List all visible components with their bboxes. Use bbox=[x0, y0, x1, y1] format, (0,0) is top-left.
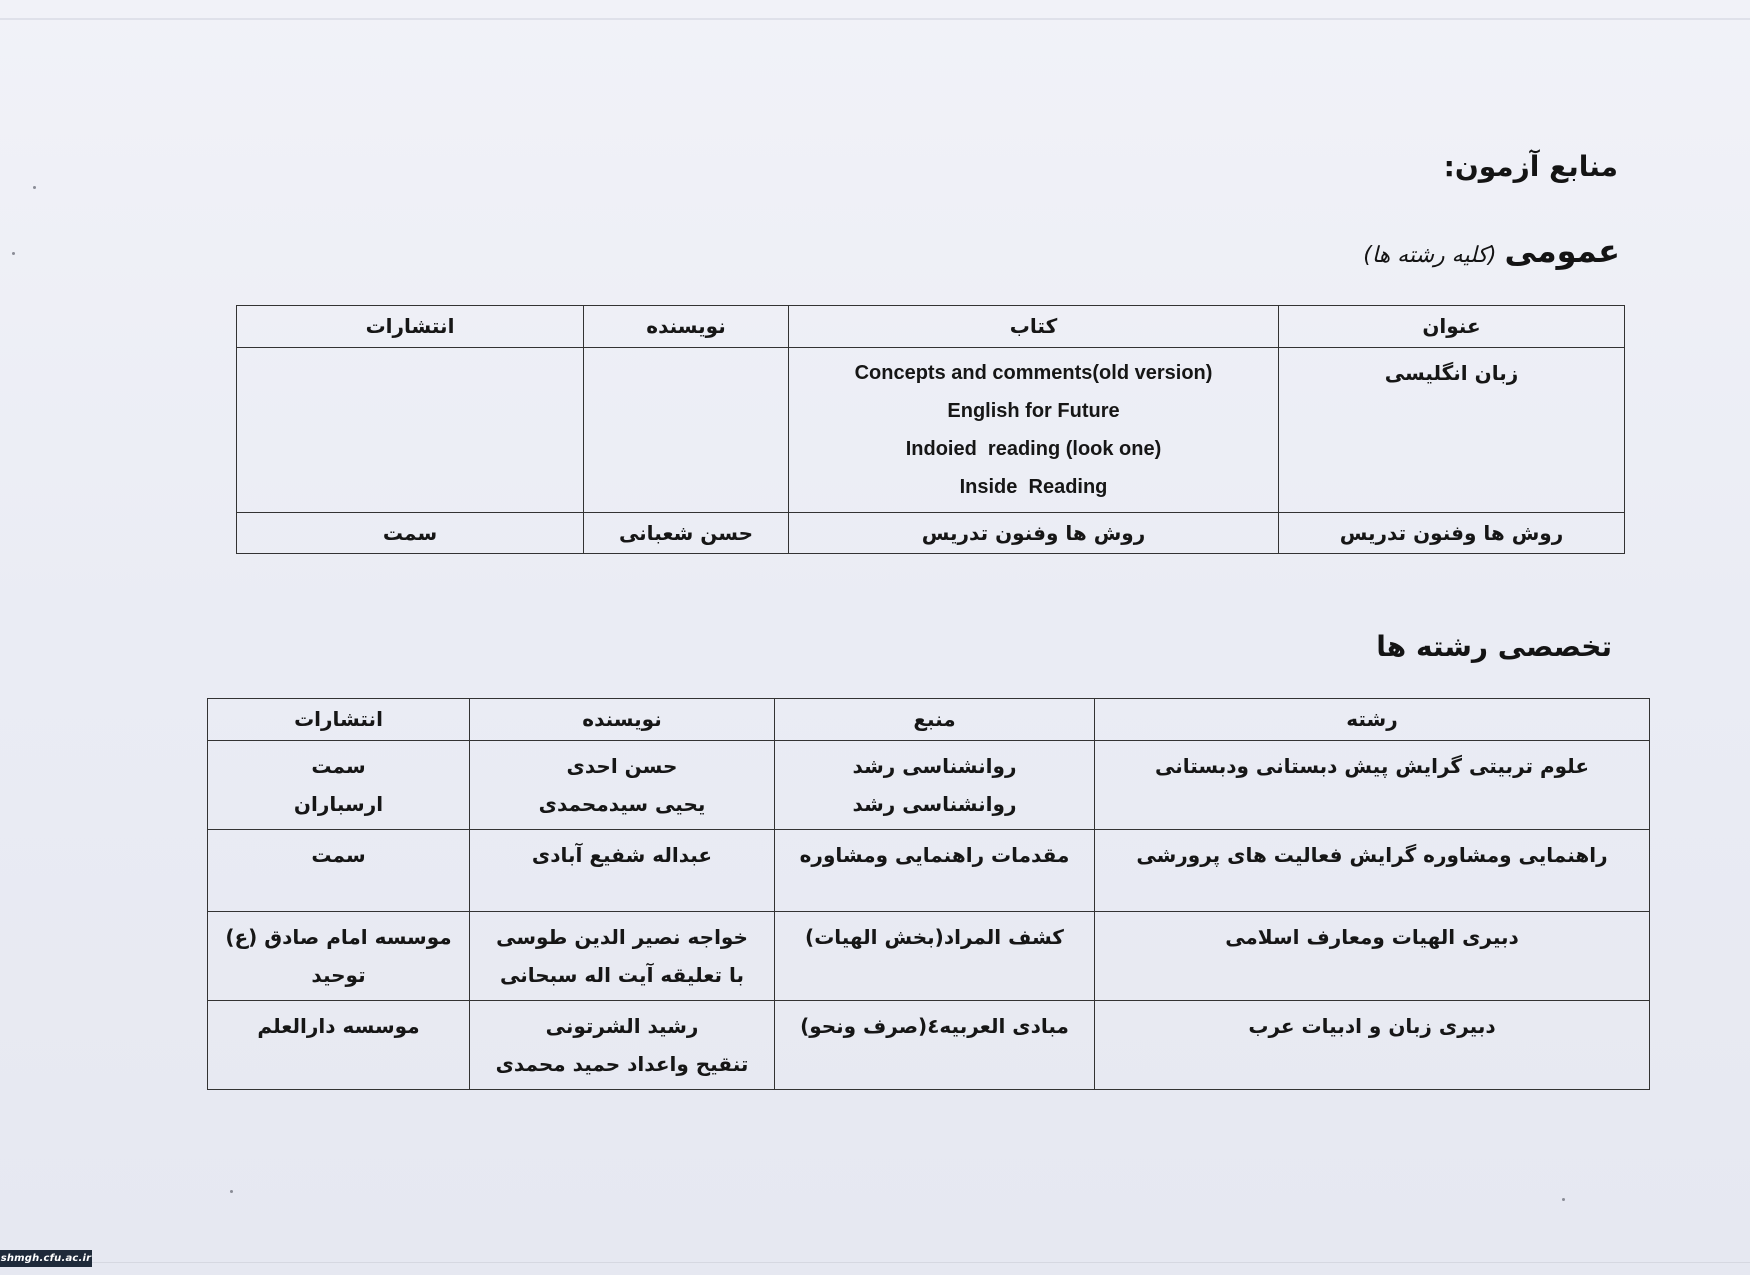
cell-author bbox=[470, 912, 775, 1001]
cell-title: زبان انگلیسی bbox=[1279, 348, 1625, 513]
cell-field: دبیری زبان و ادبیات عرب bbox=[1095, 1001, 1650, 1090]
author-line: حسن احدی bbox=[566, 754, 678, 778]
table-row bbox=[237, 348, 1625, 513]
scan-speck bbox=[230, 1190, 233, 1193]
header-title: عنوان bbox=[1279, 306, 1625, 348]
specialized-resources-table bbox=[207, 698, 1650, 1090]
source-line: کشف المراد(بخش الهیات) bbox=[805, 925, 1064, 949]
header-publisher: انتشارات bbox=[237, 306, 584, 348]
author-line: با تعلیقه آیت اله سبحانی bbox=[499, 963, 745, 987]
publisher-line: ارسباران bbox=[293, 792, 384, 816]
publisher-line: موسسه دارالعلم bbox=[257, 1014, 420, 1038]
scan-speck bbox=[12, 252, 15, 255]
cell-title: روش ها وفنون تدریس bbox=[1279, 513, 1625, 554]
book-item: Concepts and comments(old version) bbox=[854, 362, 1213, 384]
cell-publisher bbox=[208, 912, 470, 1001]
cell-author bbox=[470, 830, 775, 912]
table-row bbox=[237, 513, 1625, 554]
page-title: منابع آزمون: bbox=[1443, 150, 1618, 183]
cell-book-list bbox=[789, 348, 1279, 513]
scan-speck bbox=[33, 186, 36, 189]
cell-publisher bbox=[208, 741, 470, 830]
cell-publisher bbox=[237, 348, 584, 513]
cell-source bbox=[775, 830, 1095, 912]
header-source: منبع bbox=[775, 699, 1095, 741]
author-line: رشید الشرتونی bbox=[545, 1014, 699, 1038]
cell-field: علوم تربیتی گرایش پیش دبستانی ودبستانی bbox=[1095, 741, 1650, 830]
cell-author bbox=[470, 1001, 775, 1090]
cell-author bbox=[470, 741, 775, 830]
cell-publisher bbox=[208, 830, 470, 912]
header-publisher: انتشارات bbox=[208, 699, 470, 741]
author-line: تنقیح واعداد حمید محمدی bbox=[495, 1052, 749, 1076]
source-line: مقدمات راهنمایی ومشاوره bbox=[799, 843, 1070, 867]
page-top-edge bbox=[0, 18, 1750, 20]
table-row bbox=[208, 1001, 1650, 1090]
cell-source bbox=[775, 912, 1095, 1001]
source-line: روانشناسی رشد bbox=[852, 754, 1017, 778]
book-item: English for Future bbox=[947, 400, 1120, 422]
cell-source bbox=[775, 741, 1095, 830]
book-item: Indoied reading (look one) bbox=[905, 438, 1162, 460]
cell-author: حسن شعبانی bbox=[584, 513, 789, 554]
source-line: مبادی العربیه٤(صرف ونحو) bbox=[800, 1014, 1069, 1038]
general-section-heading bbox=[1363, 232, 1620, 270]
cell-book: روش ها وفنون تدریس bbox=[789, 513, 1279, 554]
table-header-row bbox=[237, 306, 1625, 348]
cell-publisher: سمت bbox=[237, 513, 584, 554]
general-resources-table bbox=[236, 305, 1625, 554]
table-row bbox=[208, 741, 1650, 830]
page-bottom-edge bbox=[0, 1262, 1750, 1263]
table-row bbox=[208, 912, 1650, 1001]
general-heading-subtitle: (کلیه رشته ها) bbox=[1363, 243, 1497, 268]
book-item: Inside Reading bbox=[959, 476, 1108, 498]
cell-field: دبیری الهیات ومعارف اسلامی bbox=[1095, 912, 1650, 1001]
cell-field: راهنمایی ومشاوره گرایش فعالیت های پرورشی bbox=[1095, 830, 1650, 912]
author-line: یحیی سیدمحمدی bbox=[538, 792, 706, 816]
cell-source bbox=[775, 1001, 1095, 1090]
header-book: کتاب bbox=[789, 306, 1279, 348]
publisher-line: موسسه امام صادق (ع) bbox=[225, 925, 452, 949]
scan-speck bbox=[1562, 1198, 1565, 1201]
cell-publisher bbox=[208, 1001, 470, 1090]
site-stamp: shmgh.cfu.ac.ir bbox=[0, 1250, 92, 1267]
cell-author bbox=[584, 348, 789, 513]
publisher-line: توحید bbox=[311, 963, 366, 987]
specialized-section-heading: تخصصی رشته ها bbox=[1376, 630, 1612, 663]
header-author: نویسنده bbox=[470, 699, 775, 741]
author-line: عبداله شفیع آبادی bbox=[531, 843, 713, 867]
table-row bbox=[208, 830, 1650, 912]
source-line: روانشناسی رشد bbox=[852, 792, 1017, 816]
publisher-line: سمت bbox=[311, 754, 366, 778]
header-field: رشته bbox=[1095, 699, 1650, 741]
publisher-line: سمت bbox=[311, 843, 366, 867]
author-line: خواجه نصیر الدین طوسی bbox=[496, 925, 748, 949]
general-heading-text: عمومی bbox=[1504, 232, 1620, 270]
table-header-row bbox=[208, 699, 1650, 741]
header-author: نویسنده bbox=[584, 306, 789, 348]
